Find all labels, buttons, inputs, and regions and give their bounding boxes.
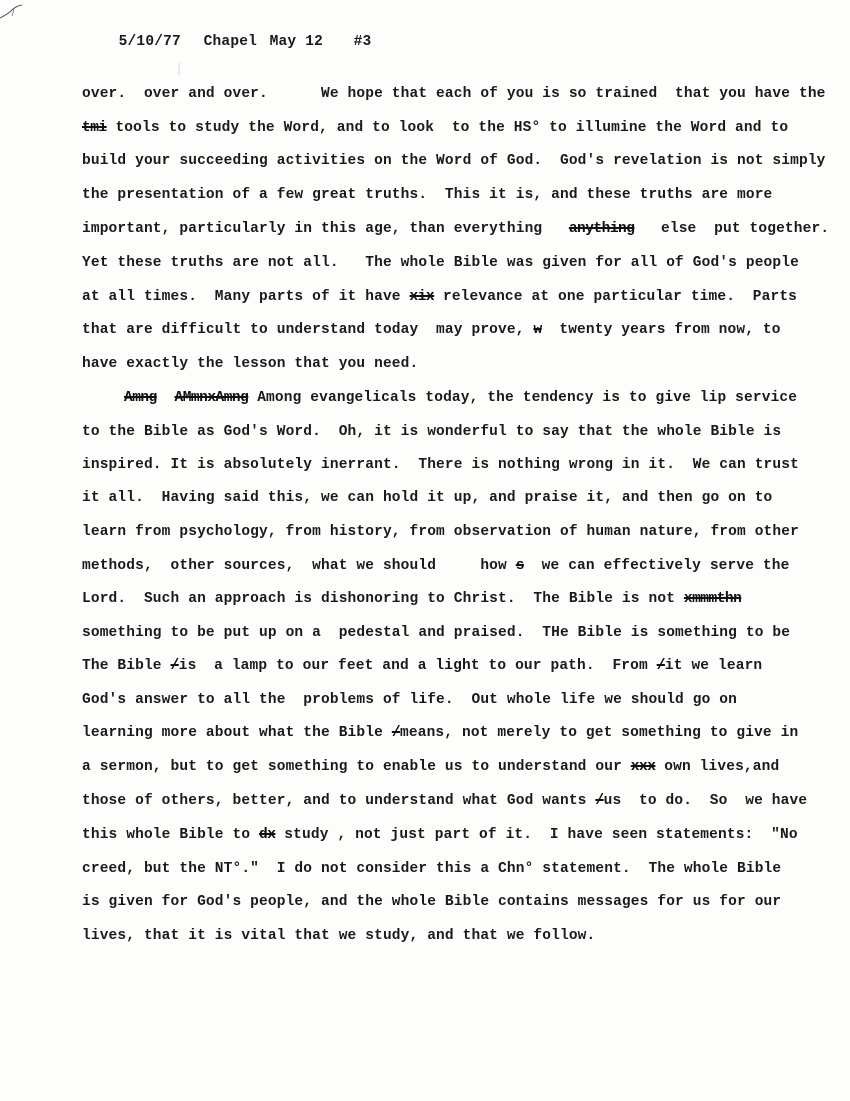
line-text: own lives,and bbox=[655, 759, 780, 775]
line-text: have exactly the lesson that you need. bbox=[82, 356, 419, 372]
text-line bbox=[82, 791, 807, 811]
line-text: we can effectively serve the bbox=[523, 558, 790, 574]
struck-out-text: / bbox=[391, 725, 401, 741]
line-text: tools to study the Word, and to look to the HS° to illumine the Word and to bbox=[106, 120, 789, 136]
line-text: God's answer to all the problems of life. Out whole life we should go on bbox=[82, 692, 738, 708]
struck-out-text: / bbox=[656, 658, 665, 674]
text-line bbox=[82, 287, 797, 307]
line-text: The Bible bbox=[82, 658, 171, 674]
text-line bbox=[82, 757, 779, 777]
line-text: this whole Bible to bbox=[82, 827, 260, 843]
text-line bbox=[82, 522, 799, 542]
line-text: is given for God's people, and the whole Bible contains messages for us for our bbox=[82, 894, 782, 910]
line-text: that are difficult to understand today may prove, bbox=[82, 322, 534, 338]
line-text: the presentation of a few great truths. This it is, and these truths are more bbox=[82, 187, 773, 203]
header-chapel: Chapel bbox=[203, 34, 258, 50]
line-text: us to do. So we have bbox=[603, 793, 808, 809]
text-line bbox=[82, 690, 737, 710]
line-text: study , not just part of it. I have seen statements: "No bbox=[275, 827, 798, 843]
struck-out-text: anything bbox=[568, 221, 635, 237]
struck-out-text: tmi bbox=[82, 120, 107, 136]
line-text: Among evangelicals today, the tendency is to give lip service bbox=[248, 390, 798, 406]
line-text: it we learn bbox=[664, 658, 763, 674]
text-line bbox=[82, 219, 829, 239]
header-date: 5/10/77 bbox=[118, 34, 181, 50]
struck-out-text: AMmnxAmng bbox=[174, 390, 249, 406]
line-text bbox=[157, 390, 175, 406]
text-line bbox=[82, 556, 789, 576]
text-line bbox=[124, 388, 797, 408]
line-text: is a lamp to our feet and a light to our path. From bbox=[178, 658, 657, 674]
line-text: over. over and over. We hope that each of you is so trained that you have the bbox=[82, 86, 826, 102]
line-text: creed, but the NT°." I do not consider this a Chn° statement. The whole Bible bbox=[82, 861, 782, 877]
line-text: Yet these truths are not all. The whole Bible was given for all of God's people bbox=[82, 255, 799, 271]
text-line bbox=[82, 723, 798, 743]
line-text: inspired. It is absolutely inerrant. There is nothing wrong in it. We can trust bbox=[82, 457, 799, 473]
text-line bbox=[82, 151, 826, 171]
text-line bbox=[82, 253, 799, 273]
text-line bbox=[82, 185, 772, 205]
line-text: something to be put up on a pedestal and praised. THe Bible is something to be bbox=[82, 625, 791, 641]
struck-out-text: / bbox=[595, 793, 604, 809]
corner-pen-mark bbox=[0, 0, 26, 22]
line-text: twenty years from now, to bbox=[541, 322, 781, 338]
line-text: it all. Having said this, we can hold it up, and praise it, and then go on to bbox=[82, 490, 773, 506]
line-text: else put together. bbox=[634, 221, 830, 237]
line-text: important, particularly in this age, than everything bbox=[82, 221, 569, 237]
line-text: methods, other sources, what we should how bbox=[82, 558, 516, 574]
line-text: a sermon, but to get something to enable us to understand our bbox=[82, 759, 631, 775]
line-text: those of others, better, and to understand what God wants bbox=[82, 793, 596, 809]
text-line bbox=[82, 354, 418, 374]
line-text: learn from psychology, from history, from observation of human nature, from other bbox=[82, 524, 799, 540]
page-header bbox=[83, 18, 371, 66]
struck-out-text: xmmmthn bbox=[683, 591, 742, 607]
line-text: lives, that it is vital that we study, and that we follow. bbox=[82, 928, 596, 944]
text-line bbox=[82, 926, 595, 946]
struck-out-text: xxx bbox=[630, 759, 656, 775]
text-line bbox=[82, 656, 762, 676]
line-text: means, not merely to get something to give in bbox=[400, 725, 799, 741]
text-line bbox=[82, 84, 826, 104]
text-line bbox=[82, 118, 788, 138]
struck-out-text: dx bbox=[259, 827, 276, 843]
text-line bbox=[82, 623, 790, 643]
text-line bbox=[82, 892, 781, 912]
text-line bbox=[82, 859, 781, 879]
text-line bbox=[82, 488, 772, 508]
text-line bbox=[82, 422, 781, 442]
text-line bbox=[82, 455, 799, 475]
struck-out-text: Amng bbox=[124, 390, 157, 406]
line-text: relevance at one particular time. Parts bbox=[434, 289, 798, 305]
struck-out-text: s bbox=[515, 558, 524, 574]
header-number: #3 bbox=[353, 34, 372, 50]
line-text: Lord. Such an approach is dishonoring to Christ. The Bible is not bbox=[82, 591, 684, 607]
line-text: at all times. Many parts of it have bbox=[82, 289, 410, 305]
header-may: May 12 bbox=[269, 34, 324, 50]
text-line bbox=[82, 320, 781, 340]
line-text: build your succeeding activities on the Word of God. God's revelation is not simply bbox=[82, 153, 826, 169]
struck-out-text: xix bbox=[409, 289, 435, 305]
struck-out-text: w bbox=[533, 322, 542, 338]
line-text: to the Bible as God's Word. Oh, it is wonderful to say that the whole Bible is bbox=[82, 424, 782, 440]
text-line bbox=[82, 825, 798, 845]
text-line bbox=[82, 589, 741, 609]
line-text: learning more about what the Bible bbox=[82, 725, 392, 741]
struck-out-text: / bbox=[170, 658, 179, 674]
